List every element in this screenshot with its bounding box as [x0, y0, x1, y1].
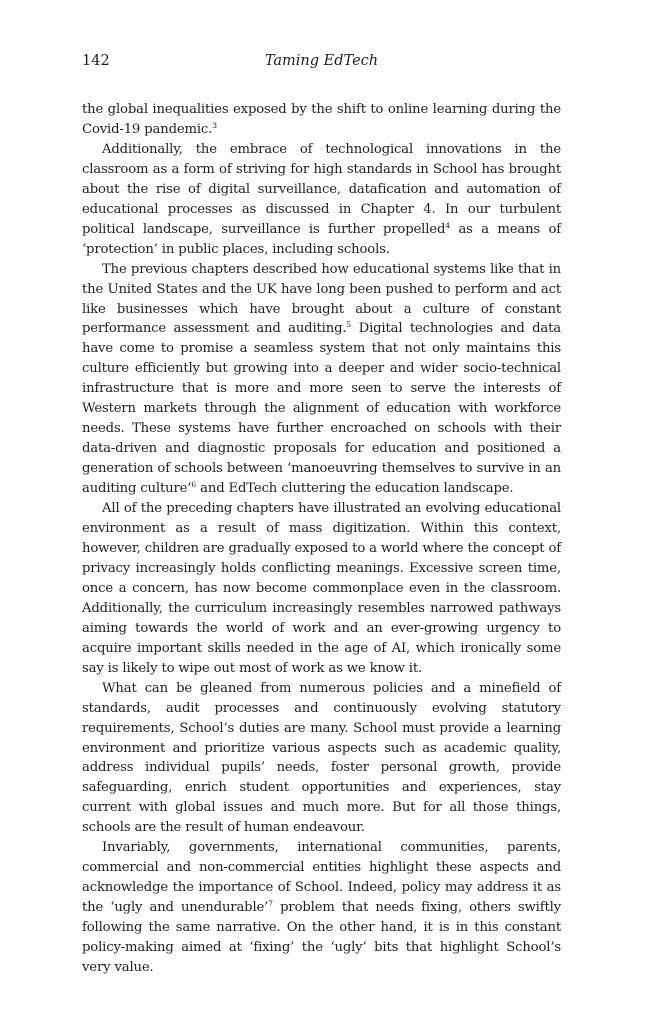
paragraph [82, 100, 561, 140]
paragraph [82, 260, 561, 499]
running-title: Taming EdTech [264, 53, 379, 69]
paragraph [82, 838, 561, 978]
text-run: All of the preceding chapters have illustrated an evolving educational environment as a result of mass digitization. Within this context, however, children are gradually exposed to a world where the concept of privacy increasingly holds conflicting meanings. Excessive screen time, once a concern, has now become commonplace even in the classroom. Additionally, the curriculum increasingly resembles narrowed pathways aiming towards the world of work and an ever-growing urgency to acquire important skills needed in the age of AI, which ironically some say is likely to wipe out most of work as we know it. [82, 501, 561, 676]
page-number: 142 [82, 53, 110, 69]
paragraph [82, 679, 561, 839]
text-run: Digital technologies and data have come to promise a seamless system that not only maintains this culture efficiently but growing into a deeper and wider socio-technical infrastructure that is more and more seen to serve the interests of Western markets through the alignment of education with workforce needs. These systems have further encroached on schools with their data-driven and diagnostic proposals for education and positioned a generation of schools between ‘manoeuvring themselves to survive in an auditing culture’ [82, 321, 561, 497]
running-head [82, 50, 561, 72]
paragraph [82, 140, 561, 260]
paragraph [82, 499, 561, 679]
footnote-marker: 3 [212, 120, 217, 130]
text-run: Invariably, governments, international communities, parents, commercial and non-commercial entities highlight these aspects and acknowledge the importance of School. Indeed, policy may address it as the ‘ugly and unendurable’ [82, 840, 561, 916]
text-run: problem that needs fixing, others swiftly following the same narrative. On the other hand, it is in this constant policy-making aimed at ‘fixing’ the ‘ugly’ bits that highlight School’s very value. [82, 900, 561, 975]
body-text [82, 100, 561, 978]
text-run: and EdTech cluttering the education landscape. [196, 481, 514, 497]
text-run: The previous chapters described how educational systems like that in the United States and the UK have long been pushed to perform and act like businesses which have brought about a culture of constant performance assessment and auditing. [82, 261, 561, 337]
footnote-marker: 5 [346, 320, 352, 330]
text-run: What can be gleaned from numerous policies and a minefield of standards, audit processes and continuously evolving statutory requirements, School’s duties are many. School must provide a learning environment and prioritize various aspects such as academic quality, address individual pupils’ needs, foster personal growth, provide safeguarding, enrich student opportunities and experiences, stay current with global issues and much more. But for all those things, schools are the result of human endeavour. [82, 680, 561, 836]
footnote-marker: 7 [268, 899, 273, 909]
text-run: Additionally, the embrace of technological innovations in the classroom as a form of striving for high standards in School has brought about the rise of digital surveillance, datafication and automation of educational processes as discussed in Chapter 4. In our turbulent political landscape, surveillance is further propelled [82, 141, 561, 237]
text-run: as a means of ‘protection’ in public places, including schools. [82, 221, 562, 257]
text-run: the global inequalities exposed by the shift to online learning during the Covid-19 pandemic. [82, 102, 561, 137]
footnote-marker: 6 [191, 480, 197, 490]
footnote-marker: 4 [445, 220, 451, 230]
